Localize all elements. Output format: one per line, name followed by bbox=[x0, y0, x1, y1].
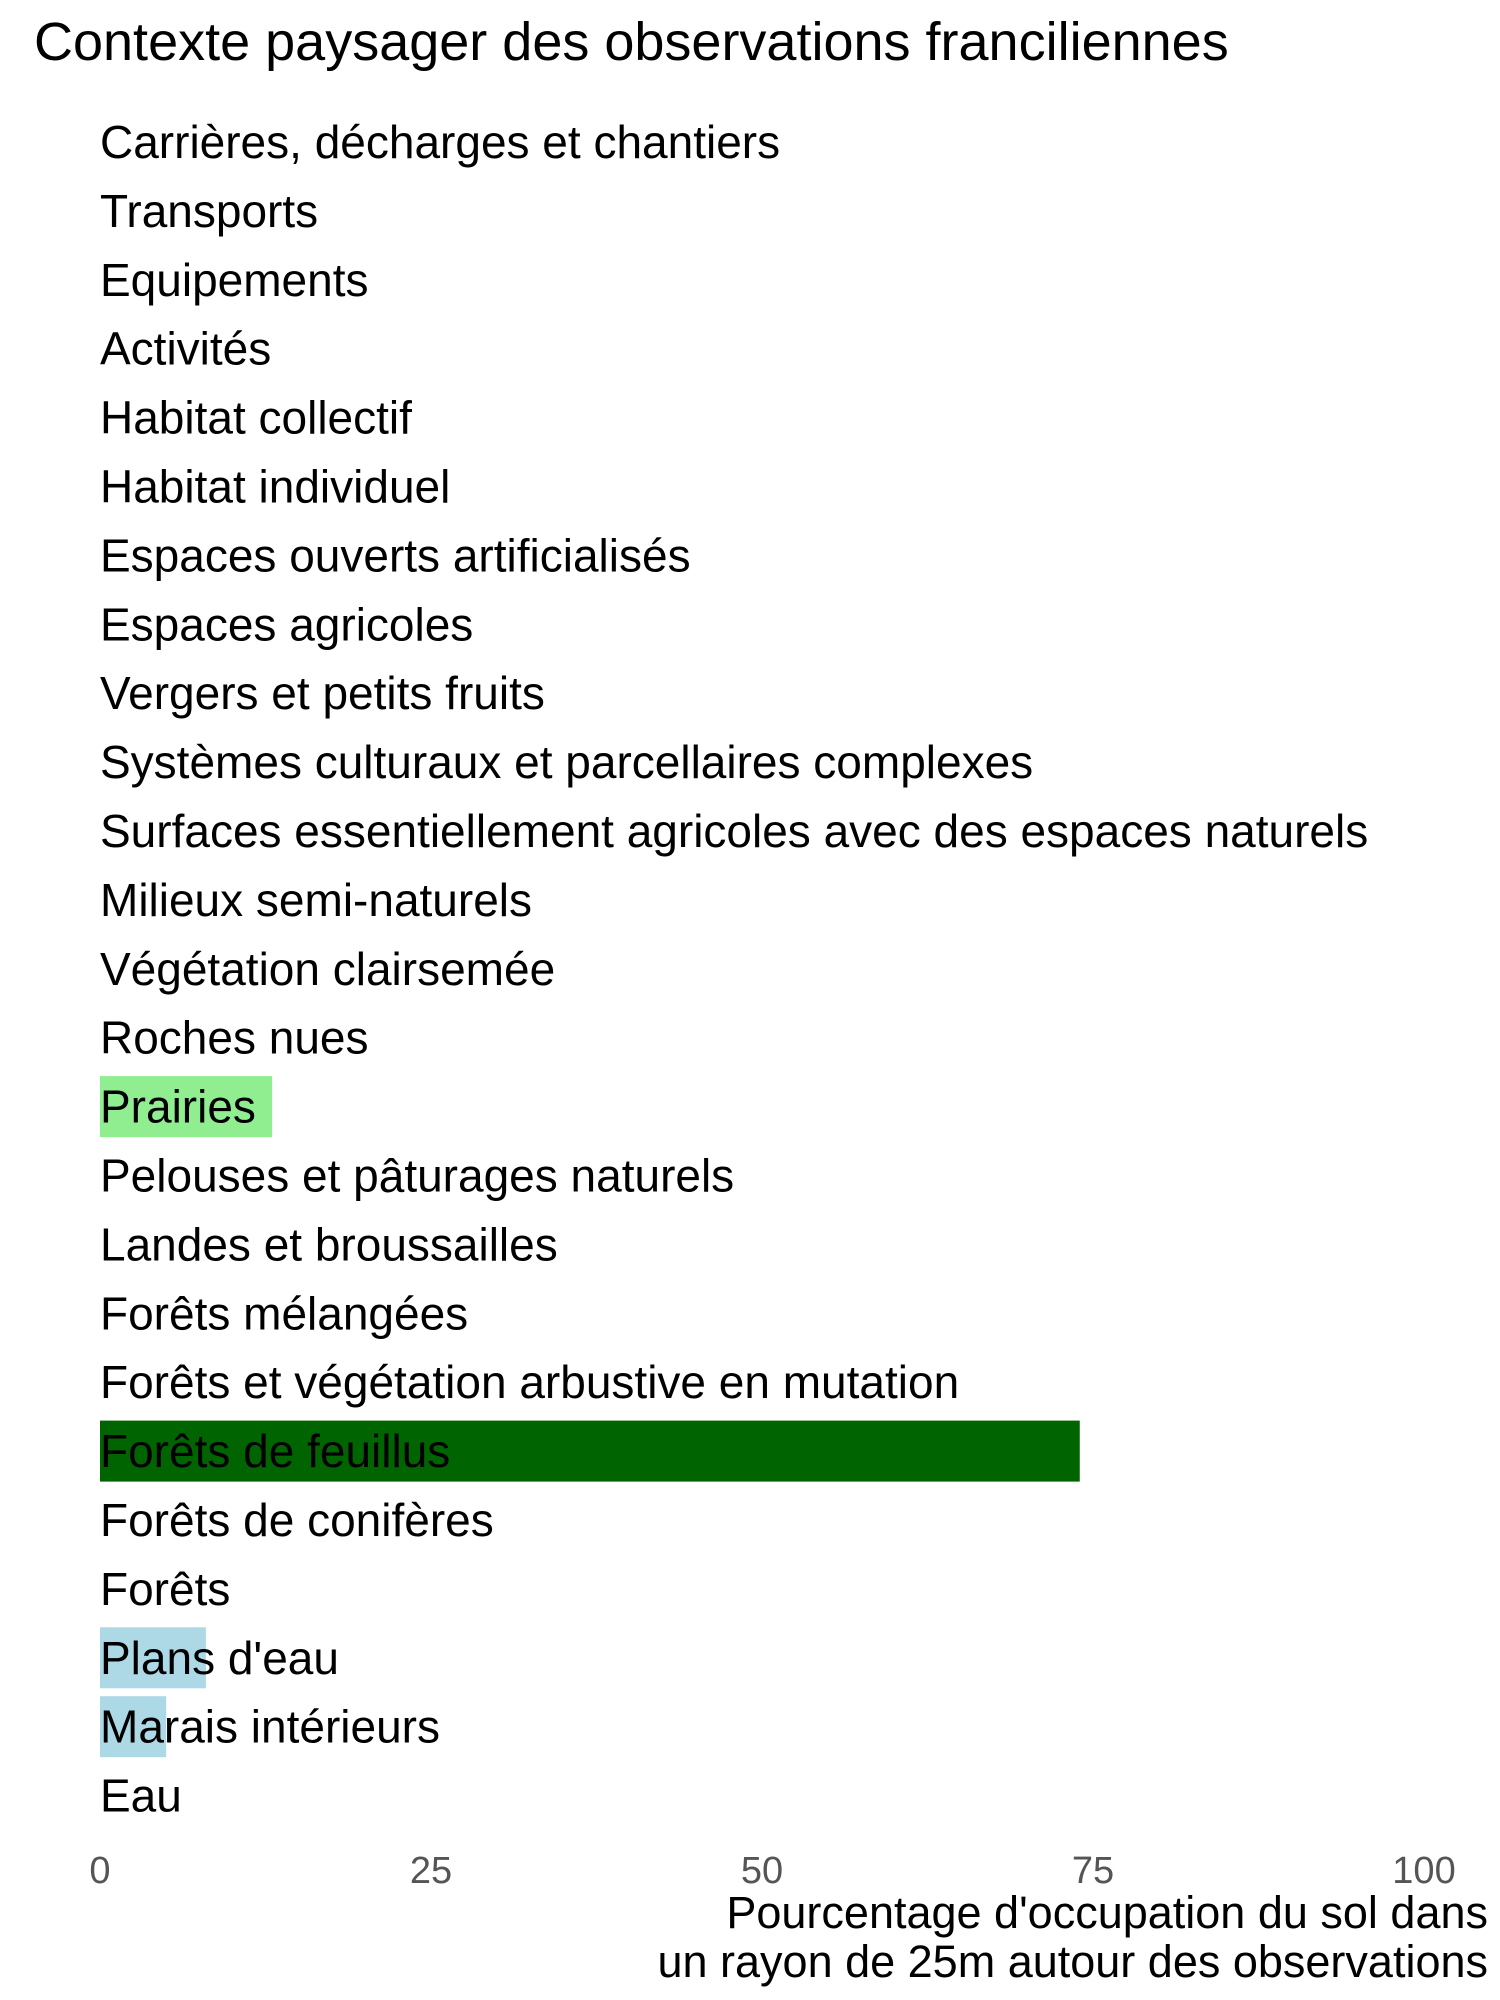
category-label-19: Forêts de feuillus bbox=[100, 1425, 451, 1478]
x-tick-label-2: 50 bbox=[740, 1850, 784, 1892]
category-labels bbox=[100, 116, 1368, 1822]
category-label-20: Forêts de conifères bbox=[100, 1494, 494, 1546]
category-label-23: Marais intérieurs bbox=[100, 1700, 440, 1753]
x-tick-label-4: 100 bbox=[1392, 1850, 1456, 1892]
x-tick-labels bbox=[89, 1850, 1455, 1892]
category-label-12: Végétation clairsemée bbox=[100, 942, 556, 995]
category-label-2: Equipements bbox=[100, 253, 369, 306]
category-label-8: Vergers et petits fruits bbox=[100, 667, 545, 720]
category-label-4: Habitat collectif bbox=[100, 391, 412, 444]
category-label-9: Systèmes culturaux et parcellaires complexes bbox=[100, 736, 1034, 789]
category-label-11: Milieux semi-naturels bbox=[100, 873, 533, 926]
category-label-15: Pelouses et pâturages naturels bbox=[100, 1149, 735, 1202]
x-tick-label-0: 0 bbox=[89, 1850, 111, 1892]
category-label-7: Espaces agricoles bbox=[100, 598, 474, 651]
category-label-0: Carrières, décharges et chantiers bbox=[100, 116, 781, 168]
category-label-13: Roches nues bbox=[100, 1011, 369, 1064]
chart-title: Contexte paysager des observations franciliennes bbox=[34, 12, 1229, 72]
category-label-1: Transports bbox=[100, 184, 319, 237]
category-label-16: Landes et broussailles bbox=[100, 1218, 558, 1271]
category-label-10: Surfaces essentiellement agricoles avec des espaces naturels bbox=[100, 805, 1369, 857]
x-axis-title-line-1: Pourcentage d'occupation du sol dans bbox=[726, 1887, 1488, 1938]
category-label-24: Eau bbox=[100, 1769, 182, 1822]
category-label-17: Forêts mélangées bbox=[100, 1287, 469, 1340]
category-label-18: Forêts et végétation arbustive en mutation bbox=[100, 1356, 960, 1409]
category-label-14: Prairies bbox=[100, 1080, 256, 1133]
x-tick-label-1: 25 bbox=[409, 1850, 453, 1892]
category-label-5: Habitat individuel bbox=[100, 460, 451, 513]
category-label-21: Forêts bbox=[100, 1562, 231, 1615]
x-tick-label-3: 75 bbox=[1071, 1850, 1115, 1892]
category-label-3: Activités bbox=[100, 322, 272, 375]
category-label-22: Plans d'eau bbox=[100, 1631, 339, 1684]
category-label-6: Espaces ouverts artificialisés bbox=[100, 529, 691, 582]
x-axis-title-line-2: un rayon de 25m autour des observations bbox=[657, 1936, 1488, 1987]
